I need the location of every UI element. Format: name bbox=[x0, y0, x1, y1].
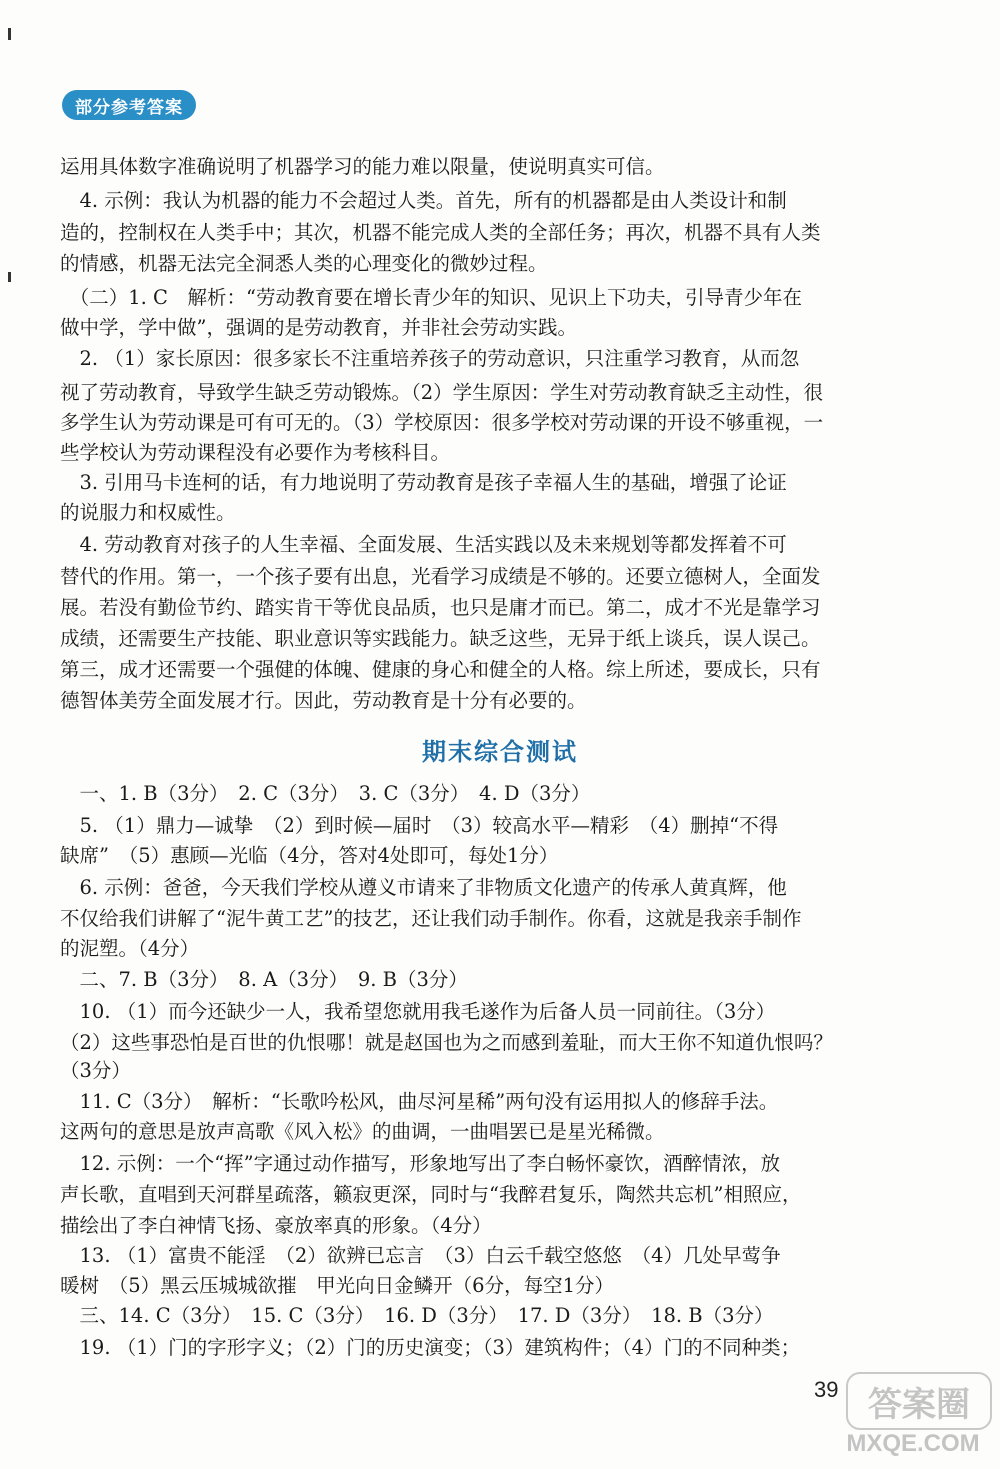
text-line: 声长歌，直唱到天河群星疏落，籁寂更深，同时与“我醉君复乐，陶然共忘机”相照应， bbox=[60, 1183, 802, 1206]
text-line: 二、7. B（3分） 8. A（3分） 9. B（3分） bbox=[60, 968, 468, 991]
scan-mark bbox=[8, 28, 11, 40]
text-line: 3. 引用马卡连柯的话，有力地说明了劳动教育是孩子幸福人生的基础，增强了论证 bbox=[60, 471, 787, 494]
watermark-url: MXQE.COM bbox=[846, 1430, 980, 1457]
text-line: 12. 示例：一个“挥”字通过动作描写，形象地写出了李白畅怀豪饮，酒醉情浓，放 bbox=[60, 1152, 781, 1175]
watermark-logo: 答案圈 bbox=[846, 1372, 992, 1430]
text-line: 运用具体数字准确说明了机器学习的能力难以限量，使说明真实可信。 bbox=[60, 155, 665, 178]
text-line: 一、1. B（3分） 2. C（3分） 3. C（3分） 4. D（3分） bbox=[60, 782, 591, 805]
text-line: 19. （1）门的字形字义；（2）门的历史演变；（3）建筑构件；（4）门的不同种类； bbox=[60, 1336, 801, 1359]
watermark bbox=[838, 1372, 988, 1464]
text-line: 替代的作用。第一，一个孩子要有出息，光看学习成绩是不够的。还要立德树人，全面发 bbox=[60, 565, 821, 588]
text-line: 些学校认为劳动课程没有必要作为考核科目。 bbox=[60, 441, 451, 464]
text-line: 展。若没有勤俭节约、踏实肯干等优良品质，也只是庸才而已。第二，成才不光是靠学习 bbox=[60, 596, 821, 619]
text-line: （2）这些事恐怕是百世的仇恨哪！就是赵国也为之而感到羞耻，而大王你不知道仇恨吗？ bbox=[60, 1031, 833, 1054]
text-line: 描绘出了李白神情飞扬、豪放率真的形象。（4分） bbox=[60, 1214, 492, 1237]
text-line: 成绩，还需要生产技能、职业意识等实践能力。缺乏这些，无异于纸上谈兵，误人误己。 bbox=[60, 627, 821, 650]
text-line: 4. 示例：我认为机器的能力不会超过人类。首先，所有的机器都是由人类设计和制 bbox=[60, 189, 787, 212]
text-line: 第三，成才还需要一个强健的体魄、健康的身心和健全的人格。综上所述，要成长，只有 bbox=[60, 658, 821, 681]
text-line: 4. 劳动教育对孩子的人生幸福、全面发展、生活实践以及未来规划等都发挥着不可 bbox=[60, 533, 787, 556]
text-line: 三、14. C（3分） 15. C（3分） 16. D（3分） 17. D（3分） 18. B（3分） bbox=[60, 1304, 774, 1327]
text-line: 5. （1）鼎力—诚挚 （2）到时候—届时 （3）较高水平—精彩 （4）删掉“不得 bbox=[60, 814, 779, 837]
text-line: （二）1. C 解析：“劳动教育要在增长青少年的知识、见识上下功夫，引导青少年在 bbox=[60, 286, 802, 309]
text-line: 视了劳动教育，导致学生缺乏劳动锻炼。（2）学生原因：学生对劳动教育缺乏主动性，很 bbox=[60, 381, 824, 404]
page-number: 39 bbox=[814, 1377, 839, 1402]
text-line: 10. （1）而今还缺少一人，我希望您就用我毛遂作为后备人员一同前往。（3分） bbox=[60, 1000, 776, 1023]
text-line: 2. （1）家长原因：很多家长不注重培养孩子的劳动意识，只注重学习教育，从而忽 bbox=[60, 347, 800, 370]
text-line: 13. （1）富贵不能淫 （2）欲辨已忘言 （3）白云千载空悠悠 （4）几处早莺争 bbox=[60, 1244, 781, 1267]
text-line: 不仅给我们讲解了“泥牛黄工艺”的技艺，还让我们动手制作。你看，这就是我亲手制作 bbox=[60, 907, 802, 930]
text-line: 德智体美劳全面发展才行。因此，劳动教育是十分有必要的。 bbox=[60, 689, 587, 712]
text-line: （3分） bbox=[60, 1059, 131, 1082]
text-line: 缺席” （5）惠顾—光临（4分，答对4处即可，每处1分） bbox=[60, 844, 559, 867]
text-line: 做中学，学中做”，强调的是劳动教育，并非社会劳动实践。 bbox=[60, 316, 577, 339]
text-line: 多学生认为劳动课是可有可无的。（3）学校原因：很多学校对劳动课的开设不够重视，一 bbox=[60, 411, 824, 434]
text-line: 6. 示例：爸爸，今天我们学校从遵义市请来了非物质文化遗产的传承人黄真辉，他 bbox=[60, 876, 787, 899]
text-line: 11. C（3分） 解析：“长歌吟松风，曲尽河星稀”两句没有运用拟人的修辞手法。 bbox=[60, 1090, 779, 1113]
text-line: 造的，控制权在人类手中；其次，机器不能完成人类的全部任务；再次，机器不具有人类 bbox=[60, 221, 821, 244]
text-line: 的泥塑。（4分） bbox=[60, 937, 200, 960]
text-line: 暖树 （5）黑云压城城欲摧 甲光向日金鳞开（6分，每空1分） bbox=[60, 1274, 614, 1297]
section-title: 期末综合测试 bbox=[422, 738, 578, 766]
text-line: 的情感，机器无法完全洞悉人类的心理变化的微妙过程。 bbox=[60, 252, 548, 275]
text-line: 的说服力和权威性。 bbox=[60, 501, 236, 524]
section-badge: 部分参考答案 bbox=[62, 90, 196, 120]
text-line: 这两句的意思是放声高歌《风入松》的曲调，一曲唱罢已是星光稀微。 bbox=[60, 1120, 665, 1143]
scan-mark bbox=[8, 272, 11, 282]
